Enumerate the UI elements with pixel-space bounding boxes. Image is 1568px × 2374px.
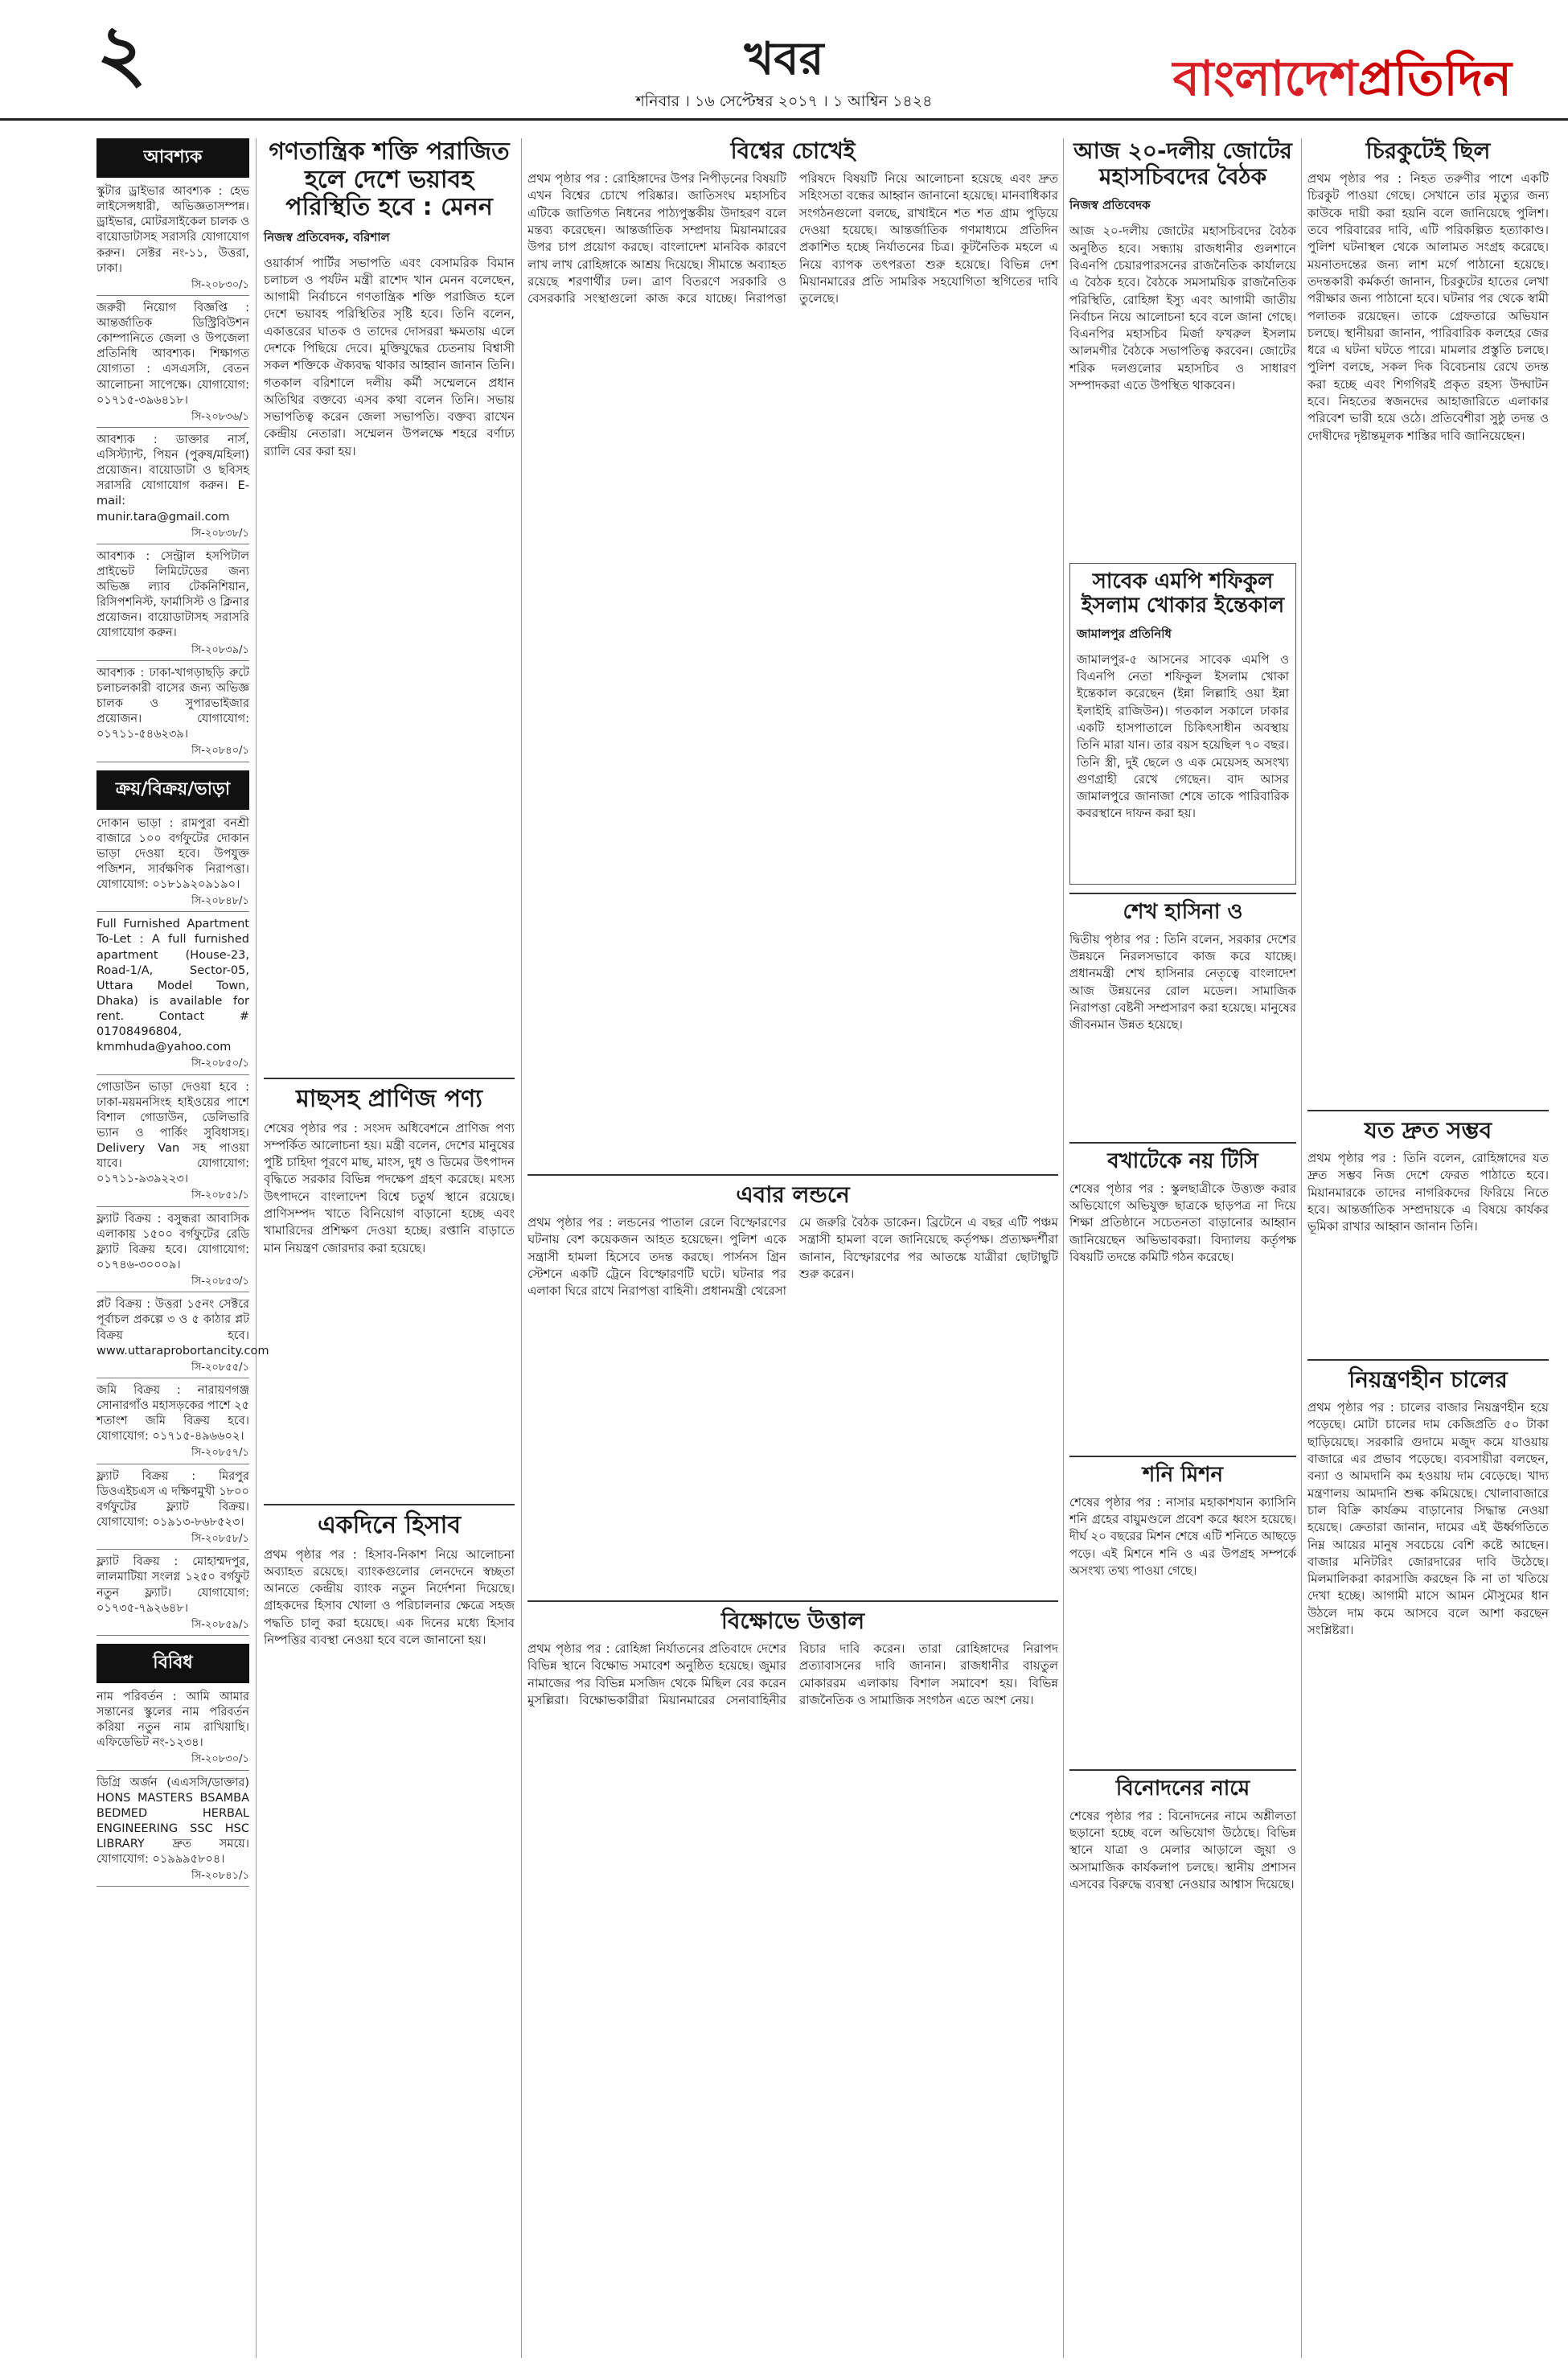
story-headline: বখাটেকে নয় টিসি [1107, 1149, 1258, 1173]
story-headline: এবার লন্ডনে [736, 1181, 850, 1208]
column-divider [1301, 138, 1302, 2358]
story-body: প্রথম পৃষ্ঠার পর : লন্ডনের পাতাল রেলে বিস্ফোরণের ঘটনায় বেশ কয়েকজন আহত হয়েছেন। পুলিশ একে সন্ত্রাসী হামলা হিসেবে তদন্ত করছে। পার্সনস গ্রিন স্টেশনে একটি ট্রেনে বিস্ফোরণটি ঘটে। ঘটনার পর এলাকা ঘিরে রাখে নিরাপত্তা বাহিনী। প্রধানমন্ত্রী থেরেসা মে জরুরি বৈঠক ডাকেন। ব্রিটেনে এ বছর এটি পঞ্চম সন্ত্রাসী হামলা বলে জানিয়েছে কর্তৃপক্ষ। প্রত্যক্ষদর্শীরা জানান, বিস্ফোরণের পর আতঙ্কে যাত্রীরা ছোটাছুটি শুরু করেন। [527, 1215, 1058, 1299]
story-tc [1069, 1142, 1296, 1448]
classified-ad-code: সি-২০৮৪০/১ [96, 744, 249, 762]
classified-ad-text: জমি বিক্রয় : নারায়ণগঞ্জ সোনারগাঁও মহাসড়কের পাশে ২৫ শতাংশ জমি বিক্রয় হবে। যোগাযোগ: ০১৭১৫-৪৯৬৬০২। [96, 1383, 249, 1444]
classifieds-list-2 [96, 816, 269, 1636]
story-body: জামালপুর-৫ আসনের সাবেক এমপি ও বিএনপি নেতা শফিকুল ইসলাম খোকা ইন্তেকাল করেছেন (ইন্না লিল্লাহি ওয়া ইন্না ইলাইহি রাজিউন)। গতকাল সকালে ঢাকার একটি হাসপাতালে চিকিৎসাধীন অবস্থায় তিনি মারা যান। তার বয়স হয়েছিল ৭০ বছর। তিনি স্ত্রী, দুই ছেলে ও এক মেয়েসহ অসংখ্য গুণগ্রাহী রেখে গেছেন। বাদ আসর জামালপুরে জানাজা শেষে তাকে পারিবারিক কবরস্থানে দাফন করা হয়। [1077, 651, 1289, 821]
story-body: প্রথম পৃষ্ঠার পর : রোহিঙ্গাদের উপর নিপীড়নের বিষয়টি এখন বিশ্বের চোখে পরিষ্কার। জাতিসংঘ মহাসচিব এটিকে জাতিগত নিধনের পাঠ্যপুস্তকীয় উদাহরণ বলে মন্তব্য করেছেন। আন্তর্জাতিক সম্প্রদায় মিয়ানমারের উপর চাপ প্রয়োগ করছে। বাংলাদেশ মানবিক কারণে লাখ লাখ রোহিঙ্গাকে আশ্রয় দিয়েছে। সীমান্তে অব্যাহত রয়েছে শরণার্থীর ঢল। ত্রাণ বিতরণে সরকারি ও বেসরকারি সংস্থাগুলো কাজ করে যাচ্ছে। নিরাপত্তা পরিষদে বিষয়টি নিয়ে আলোচনা হয়েছে এবং দ্রুত সহিংসতা বন্ধের আহ্বান জানানো হয়েছে। মানবাধিকার সংগঠনগুলো বলছে, রাখাইনে শত শত গ্রাম পুড়িয়ে দেওয়া হয়েছে। আন্তর্জাতিক গণমাধ্যমে প্রতিদিন প্রকাশিত হচ্ছে নির্যাতনের চিত্র। কূটনৈতিক মহলে এ নিয়ে ব্যাপক তৎপরতা শুরু হয়েছে। বিভিন্ন দেশ মিয়ানমারের প্রতি সামরিক সহযোগিতা স্থগিতের দাবি তুলেছে। [527, 171, 1058, 306]
classified-section-heading: বিবিধ [96, 1644, 249, 1683]
classifieds-column [96, 138, 269, 2358]
story-headline: শনি মিশন [1142, 1463, 1224, 1487]
story-body: শেষের পৃষ্ঠার পর : বিনোদনের নামে অশ্লীলতা ছড়ানো হচ্ছে বলে অভিযোগ উঠেছে। বিভিন্ন স্থানে যাত্রা ও মেলার আড়ালে জুয়া ও অসামাজিক কার্যকলাপ চলছে। স্থানীয় প্রশাসন এসবের বিরুদ্ধে ব্যবস্থা নেওয়ার আশ্বাস দিয়েছে। [1069, 1808, 1296, 1892]
classified-ad-code: সি-২০৮৩৬/১ [96, 410, 249, 428]
story-protest [527, 1600, 1058, 2358]
story-saturn [1069, 1456, 1296, 1761]
logo-part1: বাংলাদেশ [1172, 51, 1358, 107]
story-body: প্রথম পৃষ্ঠার পর : চালের বাজার নিয়ন্ত্রণহীন হয়ে পড়েছে। মোটা চালের দাম কেজিপ্রতি ৫০ টাকা ছাড়িয়েছে। সরকারি গুদামে মজুদ কমে যাওয়ায় বাজারে এর প্রভাব পড়েছে। ব্যবসায়ীরা বলছেন, বন্যা ও আমদানি কম হওয়ায় দাম বেড়েছে। খাদ্য মন্ত্রণালয় আমদানি শুল্ক কমিয়েছে। খোলাবাজারে চাল বিক্রি কার্যক্রম বাড়ানোর সিদ্ধান্ত নেওয়া হয়েছে। ক্রেতারা জানান, দামের এই ঊর্ধ্বগতিতে নিম্ন আয়ের মানুষ সবচেয়ে বেশি কষ্টে আছেন। বাজার মনিটরিং জোরদারের দাবি উঠেছে। মিলমালিকরা কারসাজি করছেন কি না তা খতিয়ে দেখা হচ্ছে। আগামী মাসে আমন মৌসুমের ধান উঠলে দাম কমে আসবে বলে আশা করছেন সংশ্লিষ্টরা। [1307, 1400, 1549, 1638]
classified-ad-code: সি-২০৮৩৯/১ [96, 643, 249, 661]
column-divider [1063, 138, 1064, 2358]
story-sheikh-hasina [1069, 893, 1296, 1134]
classified-ad [96, 433, 249, 544]
story-headline: আজ ২০-দলীয় জোটের মহাসচিবদের বৈঠক [1073, 138, 1292, 191]
classified-ad-text: ফ্ল্যাট বিক্রয় : মিরপুর ডিওএইচএস এ দক্ষিণমুখী ১৮০০ বর্গফুটের ফ্ল্যাট বিক্রয়। যোগাযোগ: ০১৯১৩-৮৬৮৫২৩। [96, 1469, 249, 1529]
classified-ad-text: ফ্ল্যাট বিক্রয় : বসুন্ধরা আবাসিক এলাকায় ১৫০০ বর্গফুটের রেডি ফ্ল্যাট বিক্রয় হবে। যোগাযোগ: ০১৭৪৬-৩০০০৯। [96, 1212, 249, 1271]
story-headline: সাবেক এমপি শফিকুল ইসলাম খোকার ইন্তেকাল [1081, 569, 1285, 618]
story-account [264, 1504, 515, 2358]
story-rice [1307, 1359, 1549, 2358]
page-number: ২ [96, 7, 147, 98]
story-note [1307, 138, 1549, 1103]
classified-section-heading: ক্রয়/বিক্রয়/ভাড়া [96, 770, 249, 810]
classified-ad-text: জরুরী নিয়োগ বিজ্ঞপ্তি : আন্তর্জাতিক ডিস্ট্রিবিউশন কোম্পানিতে জেলা ও উপজেলা প্রতিনিধি আবশ্যক। শিক্ষাগত যোগ্যতা : এসএসসি, বেতন আলোচনা সাপেক্ষে। যোগাযোগ: ০১৭১৫-৩৯৬৪১৮। [96, 301, 249, 407]
classified-ad-code: সি-২০৮৫৫/১ [96, 1361, 249, 1378]
classified-section-heading: আবশ্যক [96, 138, 249, 178]
classified-ad [96, 184, 249, 296]
story-body: শেষের পৃষ্ঠার পর : সংসদ অধিবেশনে প্রাণিজ পণ্য সম্পর্কিত আলোচনা হয়। মন্ত্রী বলেন, দেশের মানুষের পুষ্টি চাহিদা পূরণে মাছ, মাংস, দুধ ও ডিমের উৎপাদন বৃদ্ধিতে সরকার বিভিন্ন পদক্ষেপ গ্রহণ করেছে। মৎস্য উৎপাদনে বাংলাদেশ বিশ্বে চতুর্থ স্থানে রয়েছে। প্রাণিসম্পদ খাতে বিনিয়োগ বাড়ানো হচ্ছে এবং খামারিদের প্রশিক্ষণ দেওয়া হচ্ছে। রপ্তানি বাড়াতে মান নিয়ন্ত্রণ জোরদার করা হয়েছে। [264, 1120, 515, 1255]
classified-ad-code: সি-২০৮৫৯/১ [96, 1618, 249, 1636]
column-divider [256, 138, 257, 2358]
classifieds-list-3 [96, 1690, 249, 1887]
story-headline: একদিনে হিসাব [317, 1511, 462, 1539]
classified-ad-text: স্কুটার ড্রাইভার আবশ্যক : হেভ লাইসেন্সধারী, অভিজ্ঞতাসম্পন্ন। ড্রাইভার, মোটরসাইকেল চালক ও বায়োডাটাসহ সরাসরি যোগাযোগ করুন। সেক্টর নং-১১, উত্তরা, ঢাকা। [96, 185, 249, 275]
classified-ad-text: ডিগ্রি অর্জন (এএসসি/ডাক্তার) HONS MASTERS BSAMBA BEDMED HERBAL ENGINEERING SSC HSC LIBRARY দ্রুত সময়ে। যোগাযোগ: ০১৯৯৯৫৮০৪। [96, 1776, 249, 1867]
classified-ad [96, 1776, 249, 1887]
classified-ad [96, 1690, 249, 1771]
classified-ad-text: আবশ্যক : ঢাকা-খাগড়াছড়ি রুটে চলাচলকারী বাসের জন্য অভিজ্ঞ চালক ও সুপারভাইজার প্রয়োজন। যোগাযোগ: ০১৭১১-৫৪৬২৩৯। [96, 666, 249, 741]
story-asap [1307, 1110, 1549, 1351]
classified-ad [96, 549, 249, 661]
classified-ad-code: সি-২০৮৩০/১ [96, 1752, 249, 1770]
newspaper-logo [1173, 42, 1512, 122]
story-body: প্রথম পৃষ্ঠার পর : নিহত তরুণীর পাশে একটি চিরকুট পাওয়া গেছে। সেখানে তার মৃত্যুর জন্য কাউকে দায়ী করা হয়নি বলে জানিয়েছে পুলিশ। তবে পরিবারের দাবি, এটি পরিকল্পিত হত্যাকাণ্ড। পুলিশ ঘটনাস্থল থেকে আলামত সংগ্রহ করেছে। ময়নাতদন্তের জন্য লাশ মর্গে পাঠানো হয়েছে। তদন্তকারী কর্মকর্তা জানান, চিরকুটের হাতের লেখা পরীক্ষার জন্য পাঠানো হবে। ঘটনার পর থেকে স্বামী পলাতক রয়েছেন। তাকে গ্রেফতারে অভিযান চলছে। স্থানীয়রা জানান, পারিবারিক কলহের জের ধরে এ ঘটনা ঘটতে পারে। মামলার প্রস্তুতি চলছে। পুলিশ বলছে, সকল দিক বিবেচনায় রেখে তদন্ত করা হচ্ছে এবং শিগগিরই প্রকৃত রহস্য উদ্ঘাটন হবে। নিহতের স্বজনদের আহাজারিতে এলাকার পরিবেশ ভারী হয়ে ওঠে। প্রতিবেশীরা সুষ্ঠু তদন্ত ও দোষীদের দৃষ্টান্তমূলক শাস্তির দাবি জানিয়েছেন। [1307, 171, 1549, 443]
story-headline: নিয়ন্ত্রণহীন চালের [1348, 1366, 1508, 1393]
classified-ad-code: সি-২০৮৩৮/১ [96, 527, 249, 544]
classified-ad [96, 917, 249, 1074]
classified-ad-code: সি-২০৮৪৮/১ [96, 894, 249, 912]
story-headline: মাছসহ প্রাণিজ পণ্য [296, 1085, 482, 1113]
classified-ad [96, 1383, 249, 1464]
classified-ad-code: সি-২০৮৫৭/১ [96, 1446, 249, 1464]
story-headline: চিরকুটেই ছিল [1365, 138, 1491, 164]
classified-ad-code: সি-২০৮৫০/১ [96, 1057, 249, 1074]
classified-ad-code: সি-২০৮৪১/১ [96, 1869, 249, 1887]
story-body: প্রথম পৃষ্ঠার পর : হিসাব-নিকাশ নিয়ে আলোচনা অব্যাহত রয়েছে। ব্যাংকগুলোর লেনদেনে স্বচ্ছতা আনতে কেন্দ্রীয় ব্যাংক নতুন নির্দেশনা দিয়েছে। গ্রাহকদের হিসাব খোলা ও পরিচালনার ক্ষেত্রে সহজ পদ্ধতি চালু করা হয়েছে। এক দিনের মধ্যে হিসাব নিষ্পত্তির ব্যবস্থা নেওয়া হবে বলে জানানো হয়। [264, 1546, 515, 1647]
story-byline: নিজস্ব প্রতিবেদক [1069, 198, 1151, 213]
dateline: শনিবার । ১৬ সেপ্টেম্বর ২০১৭ । ১ আশ্বিন ১৪২৪ [635, 92, 933, 110]
story-headline: বিনোদনের নামে [1115, 1776, 1250, 1801]
story-headline: যত দ্রুত সম্ভব [1364, 1117, 1492, 1144]
story-headline: বিক্ষোভে উত্তাল [720, 1608, 865, 1634]
story-byline: নিজস্ব প্রতিবেদক, বরিশাল [264, 229, 390, 244]
story-body: ওয়ার্কার্স পার্টির সভাপতি এবং বেসামরিক বিমান চলাচল ও পর্যটন মন্ত্রী রাশেদ খান মেনন বলেছেন, আগামী নির্বাচনে গণতান্ত্রিক শক্তি পরাজিত হলে দেশে ভয়াবহ পরিস্থিতির সৃষ্টি হবে। তিনি বলেন, একাত্তরের ঘাতক ও তাদের দোসররা ক্ষমতায় এলে দেশকে পিছিয়ে দেবে। মুক্তিযুদ্ধের চেতনায় বিশ্বাসী সকল শক্তিকে ঐক্যবদ্ধ থাকার আহ্বান জানান তিনি। গতকাল বরিশালে দলীয় কর্মী সম্মেলনে প্রধান অতিথির বক্তব্যে এসব কথা বলেন তিনি। সভায় সভাপতিত্ব করেন জেলা সভাপতি। বক্তব্য রাখেন কেন্দ্রীয় নেতারা। সম্মেলন উপলক্ষে শহরে বর্ণাঢ্য র‍্যালি বের করা হয়। [264, 255, 515, 458]
classified-ad-text: আবশ্যক : ডাক্তার নার্স, এসিস্ট্যান্ট, পিয়ন (পুরুষ/মহিলা) প্রয়োজন। বায়োডাটা ও ছবিসহ সরাসরি যোগাযোগ করুন। E-mail: munir.tara@gmail.com [96, 433, 249, 524]
classified-ad-code: সি-২০৮৫১/১ [96, 1189, 249, 1206]
classified-ad [96, 1555, 249, 1636]
classified-ad [96, 816, 249, 913]
classified-ad-code: সি-২০৮৩০/১ [96, 278, 249, 296]
story-menon [264, 138, 515, 1071]
classified-ad [96, 1080, 249, 1207]
story-body: শেষের পৃষ্ঠার পর : স্কুলছাত্রীকে উত্ত্যক্ত করার অভিযোগে অভিযুক্ত ছাত্রকে ছাড়পত্র না দিয়ে শিক্ষা প্রতিষ্ঠানে সচেতনতা বাড়ানোর আহ্বান জানিয়েছেন অভিভাবকরা। বিদ্যালয় কর্তৃপক্ষ বিষয়টি তদন্তে কমিটি গঠন করেছে। [1069, 1181, 1296, 1265]
classified-ad [96, 666, 249, 762]
story-body: দ্বিতীয় পৃষ্ঠার পর : তিনি বলেন, সরকার দেশের উন্নয়নে নিরলসভাবে কাজ করে যাচ্ছে। প্রধানমন্ত্রী শেখ হাসিনার নেতৃত্বে বাংলাদেশ আজ উন্নয়নের রোল মডেল। সামাজিক নিরাপত্তা বেষ্টনী সম্প্রসারণ করা হয়েছে। মানুষের জীবনমান উন্নত হয়েছে। [1069, 931, 1296, 1033]
classified-ad-text: ফ্ল্যাট বিক্রয় : মোহাম্মদপুর, লালমাটিয়া সংলগ্ন ১২৫০ বর্গফুট নতুন ফ্ল্যাট। যোগাযোগ: ০১৭৩৫-৭৯২৬৪৮। [96, 1555, 249, 1615]
classified-ad-text: গোডাউন ভাড়া দেওয়া হবে : ঢাকা-ময়মনসিংহ হাইওয়ের পাশে বিশাল গোডাউন, ডেলিভারি ভ্যান ও পার্কিং সুবিধাসহ। Delivery Van সহ পাওয়া যাবে। যোগাযোগ: ০১৭১১-৯৩৯২২৩। [96, 1080, 249, 1186]
story-body: শেষের পৃষ্ঠার পর : নাসার মহাকাশযান ক্যাসিনি শনি গ্রহের বায়ুমণ্ডলে প্রবেশ করে ধ্বংস হয়েছে। দীর্ঘ ২০ বছরের মিশন শেষে এটি শনিতে আছড়ে পড়ে। এই মিশনে শনি ও এর উপগ্রহ সম্পর্কে অসংখ্য তথ্য পাওয়া গেছে। [1069, 1494, 1296, 1579]
classified-ad-text: প্লট বিক্রয় : উত্তরা ১৫নং সেক্টরে পূর্বাচল প্রকল্পে ৩ ও ৫ কাঠার প্লট বিক্রয় হবে। www.uttaraprobortancity.com [96, 1298, 269, 1357]
story-obituary [1069, 563, 1296, 885]
classified-ad [96, 301, 249, 428]
classified-ad [96, 1469, 249, 1550]
story-london [527, 1174, 1058, 1592]
classified-ad-text: দোকান ভাড়া : রামপুরা বনশ্রী বাজারে ১০০ বর্গফুটের দোকান ভাড়া দেওয়া হবে। উপযুক্ত পজিশন, সার্বক্ষণিক নিরাপত্তা। যোগাযোগ: ০১৮১৯২০৯১৯০। [96, 816, 249, 892]
section-title: খবর [744, 32, 824, 85]
story-body: প্রথম পৃষ্ঠার পর : তিনি বলেন, রোহিঙ্গাদের যত দ্রুত সম্ভব নিজ দেশে ফেরত পাঠাতে হবে। মিয়ানমারকে তাদের নাগরিকদের ফিরিয়ে নিতে হবে। আন্তর্জাতিক সম্প্রদায়কে এ বিষয়ে কার্যকর ভূমিকা রাখার আহ্বান জানান তিনি। [1307, 1151, 1549, 1234]
story-headline: গণতান্ত্রিক শক্তি পরাজিত হলে দেশে ভয়াবহ পরিস্থিতি হবে : মেনন [269, 138, 510, 221]
logo-part2: প্রতিদিন [1357, 51, 1512, 107]
story-world-eyes [527, 138, 1058, 1168]
masthead [0, 0, 1568, 121]
story-body: আজ ২০-দলীয় জোটের মহাসচিবদের বৈঠক অনুষ্ঠিত হবে। সন্ধ্যায় রাজধানীর গুলশানে বিএনপি চেয়ারপারসনের রাজনৈতিক কার্যালয়ে এ বৈঠক হবে। বৈঠকে সমসাময়িক রাজনৈতিক পরিস্থিতি, রোহিঙ্গা ইস্যু এবং আগামী জাতীয় নির্বাচন নিয়ে আলোচনা হবে বলে জানা গেছে। বিএনপির মহাসচিব মির্জা ফখরুল ইসলাম আলমগীর বৈঠকে সভাপতিত্ব করবেন। জোটের শরিক দলগুলোর মহাসচিব ও সাধারণ সম্পাদকরা এতে উপস্থিত থাকবেন। [1069, 224, 1296, 393]
story-body: প্রথম পৃষ্ঠার পর : রোহিঙ্গা নির্যাতনের প্রতিবাদে দেশের বিভিন্ন স্থানে বিক্ষোভ সমাবেশ অনুষ্ঠিত হয়েছে। জুমার নামাজের পর বিভিন্ন মসজিদ থেকে মিছিল বের করেন মুসল্লিরা। বিক্ষোভকারীরা মিয়ানমারের সেনাবাহিনীর বিচার দাবি করেন। তারা রোহিঙ্গাদের নিরাপদ প্রত্যাবাসনের দাবি জানান। রাজধানীর বায়তুল মোকাররম এলাকায় বিশাল সমাবেশ হয়। বিভিন্ন রাজনৈতিক ও সামাজিক সংগঠন এতে অংশ নেয়। [527, 1641, 1058, 1708]
story-fish [264, 1078, 515, 1496]
classified-ad [96, 1212, 249, 1293]
classified-ad [96, 1297, 269, 1378]
story-20-party [1069, 138, 1296, 557]
story-headline: শেখ হাসিনা ও [1123, 900, 1243, 924]
classified-ad-code: সি-২০৮৫৩/১ [96, 1275, 249, 1292]
classified-ad-code: সি-২০৮৫৮/১ [96, 1532, 249, 1550]
classified-ad-text: আবশ্যক : সেন্ট্রাল হসপিটাল প্রাইভেট লিমিটেডের জন্য অভিজ্ঞ ল্যাব টেকনিশিয়ান, রিসিপশনিস্ট, ফার্মাসিস্ট ও ক্লিনার প্রয়োজন। বায়োডাটাসহ সরাসরি যোগাযোগ করুন। [96, 549, 249, 640]
story-byline: জামালপুর প্রতিনিধি [1077, 626, 1172, 641]
story-entertainment [1069, 1769, 1296, 2358]
classified-ad-text: নাম পরিবর্তন : আমি আমার সন্তানের স্কুলের নাম পরিবর্তন করিয়া নতুন নাম রাখিয়াছি। এফিডেভিট নং-১২৩৪। [96, 1690, 249, 1750]
classifieds-list-1 [96, 184, 249, 762]
classified-ad-text: Full Furnished Apartment To-Let : A full furnished apartment (House-23, Road-1/A, Sector-05, Uttara Model Town, Dhaka) is available for rent. Contact # 01708496804, kmmhuda@yahoo.com [96, 918, 249, 1054]
story-headline: বিশ্বের চোখেই [730, 138, 856, 164]
column-divider [521, 138, 522, 2358]
